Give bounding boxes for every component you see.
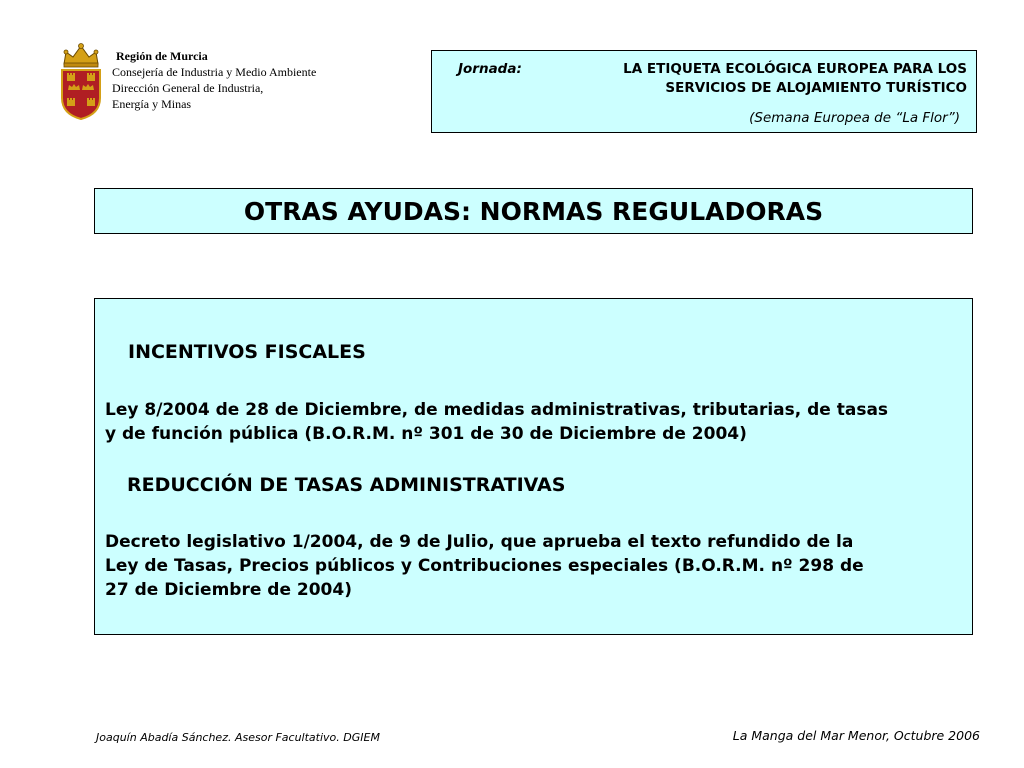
text-line: Ley 8/2004 de 28 de Diciembre, de medidas administrativas, tributarias, de tasas xyxy=(105,400,889,420)
section-heading: REDUCCIÓN DE TASAS ADMINISTRATIVAS xyxy=(127,474,566,496)
jornada-box xyxy=(431,50,977,133)
organization-block xyxy=(112,48,316,112)
region-murcia-crest-icon xyxy=(58,42,104,120)
jornada-label: Jornada: xyxy=(458,61,522,77)
org-line: Consejería de Industria y Medio Ambiente xyxy=(112,65,317,79)
jornada-subtitle: (Semana Europea de “La Flor”) xyxy=(749,110,960,126)
org-line: Energía y Minas xyxy=(112,97,192,111)
section-text xyxy=(105,398,955,446)
main-title: OTRAS AYUDAS: NORMAS REGULADORAS xyxy=(94,188,973,234)
section-text xyxy=(105,530,955,602)
footer-author: Joaquín Abadía Sánchez. Asesor Facultativo. DGIEM xyxy=(96,731,380,744)
section-heading: INCENTIVOS FISCALES xyxy=(128,341,366,363)
jornada-title-line: LA ETIQUETA ECOLÓGICA EUROPEA PARA LOS xyxy=(623,61,967,77)
text-line: Decreto legislativo 1/2004, de 9 de Julio, que aprueba el texto refundido de la xyxy=(105,532,854,552)
text-line: y de función pública (B.O.R.M. nº 301 de 30 de Diciembre de 2004) xyxy=(105,424,747,444)
org-name: Región de Murcia xyxy=(116,49,208,63)
content-box xyxy=(94,298,973,635)
org-line: Dirección General de Industria, xyxy=(112,81,264,95)
jornada-title xyxy=(547,60,967,98)
text-line: Ley de Tasas, Precios públicos y Contribuciones especiales (B.O.R.M. nº 298 de xyxy=(105,556,864,576)
jornada-title-line: SERVICIOS DE ALOJAMIENTO TURÍSTICO xyxy=(665,80,967,96)
footer-place-date: La Manga del Mar Menor, Octubre 2006 xyxy=(732,728,980,743)
text-line: 27 de Diciembre de 2004) xyxy=(105,580,352,600)
